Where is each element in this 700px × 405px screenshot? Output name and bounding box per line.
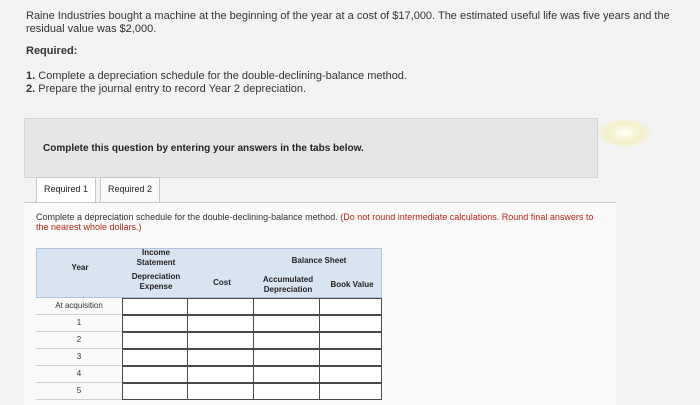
schedule-instruction xyxy=(36,212,606,232)
book-value-input[interactable] xyxy=(320,332,382,349)
cost-input[interactable] xyxy=(188,366,254,383)
depreciation-expense-input[interactable] xyxy=(122,298,188,315)
row-label: At acquisition xyxy=(55,301,103,310)
row-label: 4 xyxy=(76,369,82,378)
schedule-body xyxy=(36,298,382,400)
required-heading: Required: xyxy=(26,45,78,57)
screen-glare xyxy=(598,118,652,148)
row-label: 2 xyxy=(76,335,82,344)
book-value-input[interactable] xyxy=(320,298,382,315)
book-value-input[interactable] xyxy=(320,349,382,366)
header-accumulated-depreciation: Accumulated Depreciation xyxy=(262,275,314,294)
depreciation-expense-input[interactable] xyxy=(122,315,188,332)
accumulated-depreciation-input[interactable] xyxy=(254,298,320,315)
book-value-input[interactable] xyxy=(320,383,382,400)
accumulated-depreciation-input[interactable] xyxy=(254,332,320,349)
table-row xyxy=(36,332,382,349)
accumulated-depreciation-input[interactable] xyxy=(254,383,320,400)
required-item-text: Prepare the journal entry to record Year 2 depreciation. xyxy=(35,83,307,95)
table-row xyxy=(36,298,382,315)
schedule-header xyxy=(36,248,382,298)
header-balance-sheet: Balance Sheet xyxy=(291,256,347,265)
required-tabs xyxy=(36,177,160,202)
book-value-input[interactable] xyxy=(320,366,382,383)
header-income-statement: Income Statement xyxy=(136,248,176,267)
required-list xyxy=(26,70,686,96)
header-cost: Cost xyxy=(213,278,231,287)
tab-content xyxy=(24,202,616,405)
tabs-instruction-panel xyxy=(24,118,598,178)
row-label: 5 xyxy=(76,386,82,395)
required-item-2 xyxy=(26,83,686,96)
tab-required-1[interactable]: Required 1 xyxy=(36,177,96,202)
tabs-instruction: Complete this question by entering your answers in the tabs below. xyxy=(43,143,364,154)
cost-input[interactable] xyxy=(188,349,254,366)
accumulated-depreciation-input[interactable] xyxy=(254,366,320,383)
required-item-1 xyxy=(26,70,686,83)
accumulated-depreciation-input[interactable] xyxy=(254,315,320,332)
required-item-number: 2. xyxy=(26,83,36,95)
depreciation-expense-input[interactable] xyxy=(122,366,188,383)
tab-required-2[interactable]: Required 2 xyxy=(100,177,160,202)
problem-statement xyxy=(26,10,686,96)
row-label: 3 xyxy=(76,352,82,361)
table-row xyxy=(36,366,382,383)
header-book-value: Book Value xyxy=(330,280,374,289)
rounding-note: (Do not round intermediate calculations. Round final answers to the nearest whole dollars.) xyxy=(36,212,594,232)
schedule-instruction-text: Complete a depreciation schedule for the double-declining-balance method. xyxy=(36,212,341,222)
table-row xyxy=(36,315,382,332)
required-item-text: Complete a depreciation schedule for the double-declining-balance method. xyxy=(35,70,407,82)
header-depreciation-expense: Depreciation Expense xyxy=(131,272,181,291)
depreciation-expense-input[interactable] xyxy=(122,349,188,366)
cost-input[interactable] xyxy=(188,332,254,349)
depreciation-expense-input[interactable] xyxy=(122,383,188,400)
table-row xyxy=(36,383,382,400)
depreciation-schedule xyxy=(36,248,382,400)
table-row xyxy=(36,349,382,366)
cost-input[interactable] xyxy=(188,315,254,332)
book-value-input[interactable] xyxy=(320,315,382,332)
required-item-number: 1. xyxy=(26,70,36,82)
problem-text: Raine Industries bought a machine at the beginning of the year at a cost of $17,000. The estimated useful life was five years and the residual value was $2,000. xyxy=(26,10,670,35)
accumulated-depreciation-input[interactable] xyxy=(254,349,320,366)
depreciation-expense-input[interactable] xyxy=(122,332,188,349)
cost-input[interactable] xyxy=(188,383,254,400)
header-year: Year xyxy=(71,263,89,272)
row-label: 1 xyxy=(76,318,82,327)
cost-input[interactable] xyxy=(188,298,254,315)
